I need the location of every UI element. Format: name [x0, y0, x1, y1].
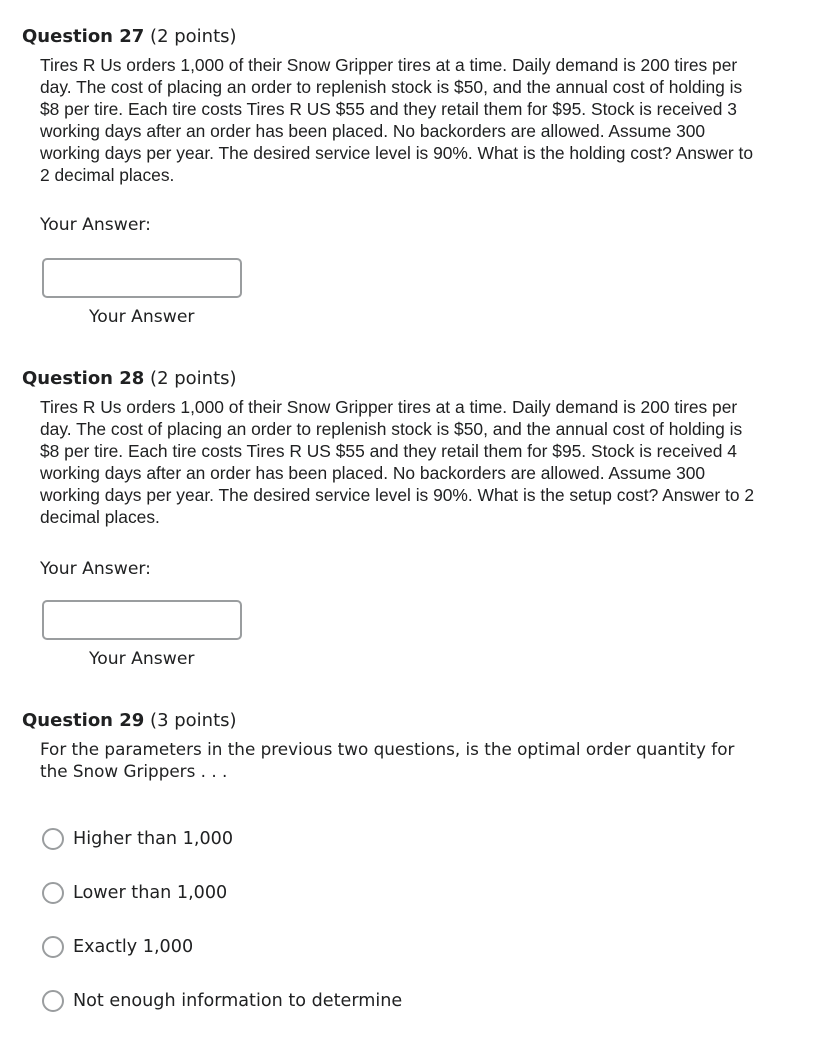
question-text: Tires R Us orders 1,000 of their Snow Gripper tires at a time. Daily demand is 200 tires per day. The cost of placing an order to replenish stock is $50, and the annual cost of holding is $8 per tire. Each tire costs Tires R US $55 and they retail them for $95. Stock is received 3 working days after an order has been placed. No backorders are allowed. Assume 300 working days per year. The desired service level is 90%. What is the holding cost? Answer to 2 decimal places. [40, 55, 754, 185]
answer-input[interactable] [42, 258, 242, 298]
option-exactly[interactable] [42, 935, 193, 959]
radio-button[interactable] [42, 936, 64, 958]
question-title: Question 28 [22, 368, 145, 389]
question-title: Question 29 [22, 710, 145, 731]
question-header [22, 710, 812, 732]
question-27 [22, 26, 812, 327]
option-label: Exactly 1,000 [73, 937, 194, 957]
radio-button[interactable] [42, 990, 64, 1012]
option-lower[interactable] [42, 881, 227, 905]
question-points: (2 points) [150, 26, 237, 47]
answer-caption: Your Answer [89, 649, 195, 669]
radio-button[interactable] [42, 828, 64, 850]
radio-button[interactable] [42, 882, 64, 904]
question-text: For the parameters in the previous two questions, is the optimal order quantity for the Snow Grippers . . . [40, 739, 735, 781]
answer-input[interactable] [42, 600, 242, 640]
option-label: Higher than 1,000 [73, 829, 234, 849]
question-header [22, 26, 812, 48]
question-text: Tires R Us orders 1,000 of their Snow Gripper tires at a time. Daily demand is 200 tires per day. The cost of placing an order to replenish stock is $50, and the annual cost of holding is $8 per tire. Each tire costs Tires R US $55 and they retail them for $95. Stock is received 4 working days after an order has been placed. No backorders are allowed. Assume 300 working days per year. The desired service level is 90%. What is the setup cost? Answer to 2 decimal places. [40, 397, 755, 527]
answer-label: Your Answer: [40, 559, 151, 579]
option-label: Lower than 1,000 [73, 883, 228, 903]
option-higher[interactable] [42, 827, 233, 851]
option-not-enough-info[interactable] [42, 989, 402, 1013]
answer-caption: Your Answer [89, 307, 195, 327]
option-label: Not enough information to determine [73, 991, 403, 1011]
question-points: (3 points) [150, 710, 237, 731]
question-header [22, 368, 812, 390]
answer-label: Your Answer: [40, 215, 151, 235]
question-28 [22, 368, 812, 669]
question-points: (2 points) [150, 368, 237, 389]
question-title: Question 27 [22, 26, 145, 47]
question-29 [22, 710, 812, 1011]
